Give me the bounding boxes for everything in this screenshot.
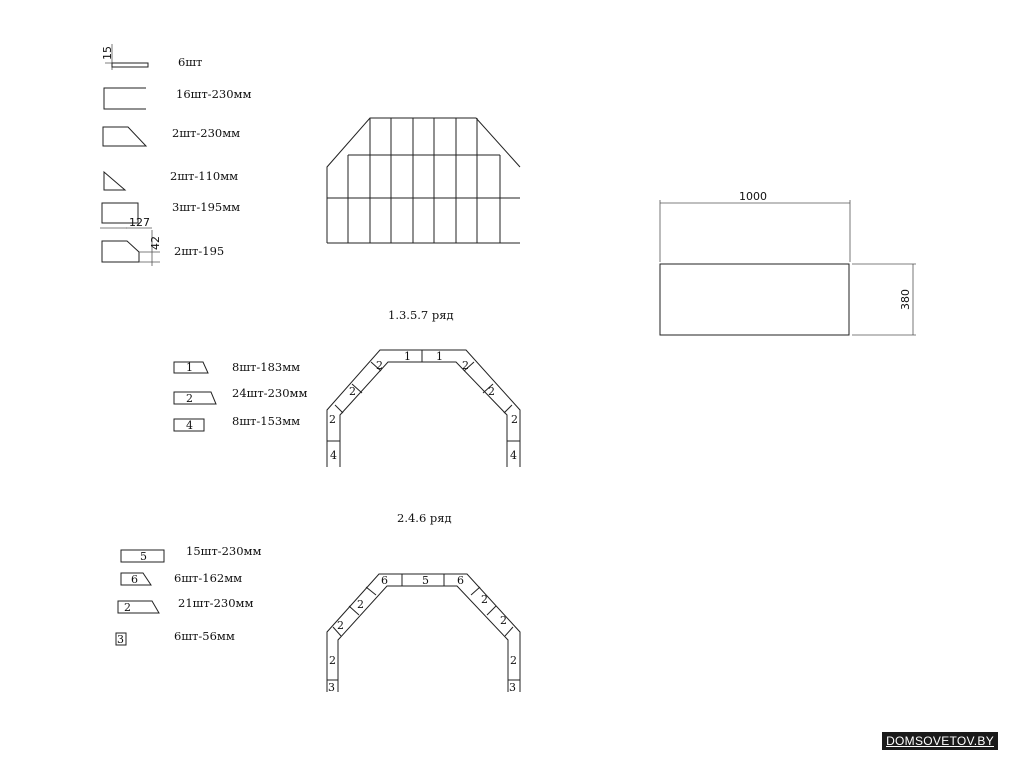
arch-odd-label: 1 bbox=[436, 350, 443, 363]
part-label-4: 2шт-110мм bbox=[170, 169, 239, 183]
dim-height: 380 bbox=[899, 289, 912, 310]
part-bevel-230 bbox=[103, 127, 146, 146]
dim-width: 1000 bbox=[739, 190, 767, 203]
arch-odd-label: 2 bbox=[329, 413, 336, 426]
legend-mark-2: 2 bbox=[186, 392, 193, 405]
arch-odd-label: 2 bbox=[349, 385, 356, 398]
arch-odd-label: 1 bbox=[404, 350, 411, 363]
dim-42: 42 bbox=[149, 236, 162, 250]
arch-even-label: 5 bbox=[422, 574, 429, 587]
arch-even-label: 2 bbox=[510, 654, 517, 667]
watermark-link[interactable]: DOMSOVETOV.BY bbox=[882, 732, 998, 750]
dimension-rectangle bbox=[660, 190, 916, 335]
legend-text-2b: 21шт-230мм bbox=[178, 596, 254, 610]
legend-text-5: 15шт-230мм bbox=[186, 544, 262, 558]
part-label-1: 6шт bbox=[178, 55, 203, 69]
arch-odd-label: 2 bbox=[488, 385, 495, 398]
part-strip-15 bbox=[101, 44, 148, 70]
legend-text-6: 6шт-162мм bbox=[174, 571, 243, 585]
arch-even-label: 2 bbox=[337, 619, 344, 632]
dim-15: 15 bbox=[101, 46, 114, 60]
arch-even-rows bbox=[327, 574, 520, 694]
arch-even-label: 6 bbox=[457, 574, 464, 587]
part-rect-230 bbox=[104, 88, 146, 109]
arch-odd-label: 4 bbox=[510, 449, 517, 462]
arch-even-label: 6 bbox=[381, 574, 388, 587]
legend-text-1: 8шт-183мм bbox=[232, 360, 301, 374]
dim-127: 127 bbox=[129, 216, 150, 229]
legend-text-4: 8шт-153мм bbox=[232, 414, 301, 428]
part-label-2: 16шт-230мм bbox=[176, 87, 252, 101]
grid-elevation bbox=[327, 118, 520, 243]
legend-text-2: 24шт-230мм bbox=[232, 386, 308, 400]
legend-mark-2b: 2 bbox=[124, 601, 131, 614]
row-even-title: 2.4.6 ряд bbox=[397, 511, 452, 525]
arch-odd-label: 2 bbox=[376, 359, 383, 372]
legend-mark-6: 6 bbox=[131, 573, 138, 586]
arch-odd-label: 4 bbox=[330, 449, 337, 462]
arch-odd-label: 2 bbox=[462, 359, 469, 372]
legend-mark-3: 3 bbox=[117, 633, 124, 646]
arch-even-label: 3 bbox=[328, 681, 335, 694]
row-odd-title: 1.3.5.7 ряд bbox=[388, 308, 454, 322]
arch-even-label: 2 bbox=[500, 614, 507, 627]
arch-even-label: 3 bbox=[509, 681, 516, 694]
row-odd-legend bbox=[174, 360, 307, 432]
legend-mark-1: 1 bbox=[186, 361, 193, 374]
row-even-legend bbox=[116, 544, 261, 646]
legend-text-3: 6шт-56мм bbox=[174, 629, 235, 643]
arch-even-label: 2 bbox=[329, 654, 336, 667]
part-label-3: 2шт-230мм bbox=[172, 126, 241, 140]
arch-even-label: 2 bbox=[357, 598, 364, 611]
part-label-6: 2шт-195 bbox=[174, 244, 225, 258]
legend-mark-5: 5 bbox=[140, 550, 147, 563]
part-triangle-110 bbox=[104, 172, 125, 190]
part-label-5: 3шт-195мм bbox=[172, 200, 241, 214]
arch-odd-label: 2 bbox=[511, 413, 518, 426]
arch-odd-rows bbox=[327, 350, 520, 467]
arch-even-label: 2 bbox=[481, 593, 488, 606]
legend-mark-4: 4 bbox=[186, 419, 193, 432]
